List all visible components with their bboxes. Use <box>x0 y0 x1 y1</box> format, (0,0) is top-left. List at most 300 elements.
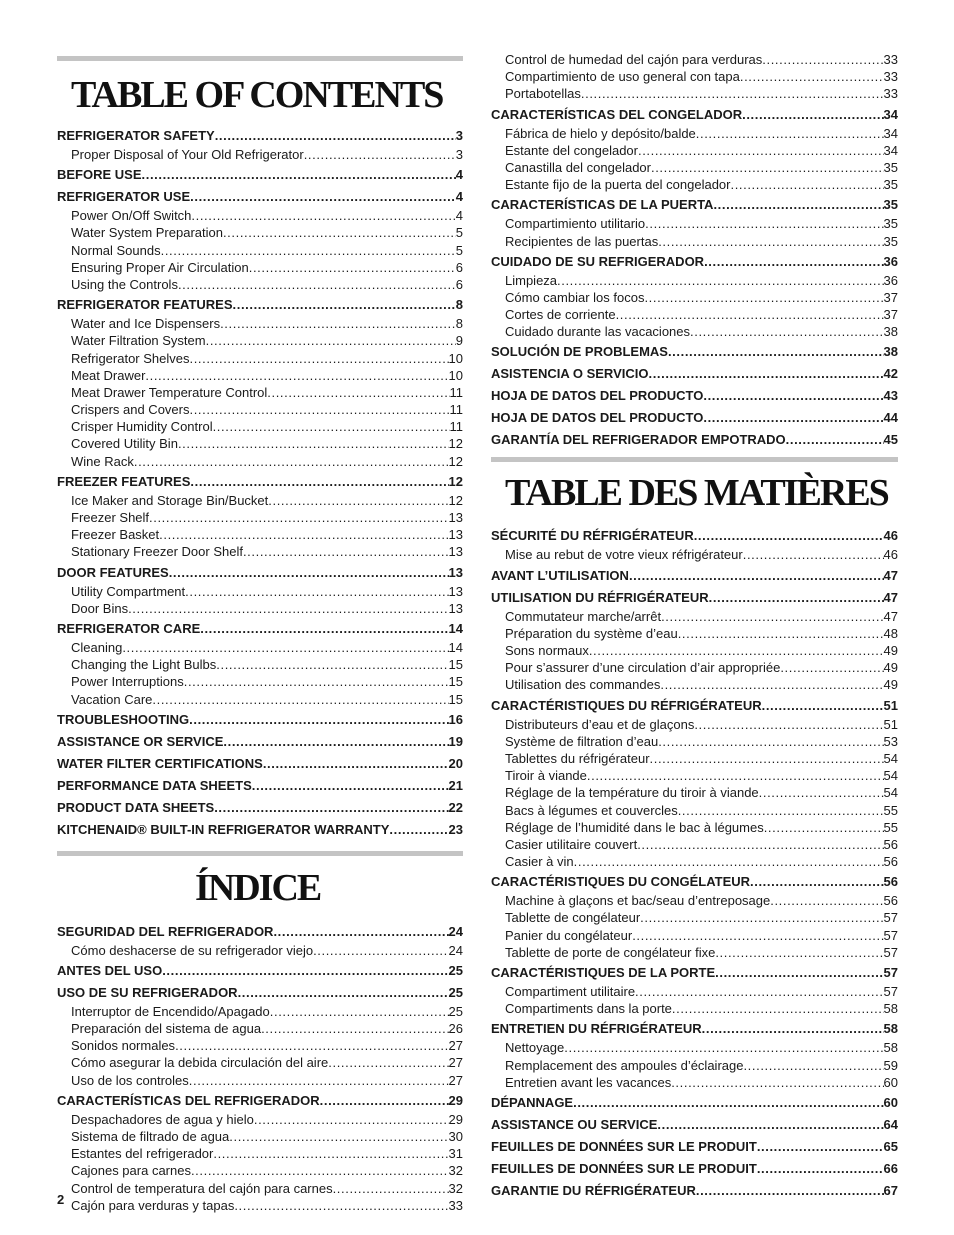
dot-leader <box>759 784 884 801</box>
toc-entry-sub[interactable] <box>491 676 898 693</box>
toc-entry-sub[interactable] <box>491 1057 898 1074</box>
dot-leader <box>709 588 884 608</box>
entry-page-number: 57 <box>883 944 898 960</box>
toc-entry-sub[interactable] <box>491 983 898 1000</box>
entry-title: DÉPANNAGE <box>491 1094 574 1110</box>
toc-entry-sub[interactable] <box>57 639 463 656</box>
dot-leader <box>145 367 448 384</box>
dot-leader <box>216 656 448 673</box>
entry-title: Meat Drawer <box>71 367 146 383</box>
entry-title: FREEZER FEATURES <box>57 473 191 489</box>
toc-entry-main[interactable] <box>57 1091 463 1111</box>
page-number: 2 <box>57 1192 65 1207</box>
entry-title: Proper Disposal of Your Old Refrigerator <box>71 147 304 162</box>
dot-leader <box>703 408 883 428</box>
dot-leader <box>200 619 448 639</box>
entry-title: Control de temperatura del cajón para carnes <box>71 1180 333 1196</box>
toc-entry-main[interactable] <box>491 566 898 586</box>
entry-page-number: 15 <box>448 691 463 707</box>
toc-entry-sub[interactable] <box>491 233 898 250</box>
entry-title: Tablette de porte de congélateur fixe <box>505 944 716 960</box>
dot-leader <box>713 195 883 215</box>
entry-page-number: 3 <box>455 128 463 143</box>
dot-leader <box>703 386 883 406</box>
toc-entry-sub[interactable] <box>491 659 898 676</box>
entry-title: ASSISTANCE OR SERVICE <box>57 733 224 749</box>
entry-title: AVANT L’UTILISATION <box>491 567 629 583</box>
entry-page-number: 58 <box>883 1040 898 1056</box>
toc-entry-sub[interactable] <box>491 215 898 232</box>
toc-entry-sub[interactable] <box>57 1180 463 1197</box>
entry-page-number: 44 <box>883 410 898 426</box>
toc-entry-sub[interactable] <box>491 733 898 750</box>
toc-entry-sub[interactable] <box>57 1003 463 1020</box>
toc-entry-sub[interactable] <box>57 207 463 224</box>
dot-leader <box>660 676 883 693</box>
dot-leader <box>273 922 448 942</box>
dot-leader <box>770 892 883 909</box>
toc-entry-sub[interactable] <box>491 853 898 870</box>
entry-page-number: 55 <box>883 819 898 835</box>
entry-page-number: 27 <box>448 1072 463 1088</box>
toc-entry-sub[interactable] <box>57 1145 463 1162</box>
entry-page-number: 33 <box>883 52 898 67</box>
toc-entry-main[interactable] <box>57 820 463 840</box>
entry-page-number: 65 <box>883 1138 898 1154</box>
toc-entry-sub[interactable] <box>57 673 463 690</box>
toc-entry-sub[interactable] <box>491 625 898 642</box>
dot-leader <box>142 165 456 185</box>
dot-leader <box>740 68 884 85</box>
toc-entry-main[interactable] <box>491 364 898 384</box>
entry-title: GARANTÍA DEL REFRIGERADOR EMPOTRADO <box>491 432 786 448</box>
dot-leader <box>743 1057 883 1074</box>
entry-page-number: 56 <box>883 836 898 852</box>
entry-page-number: 37 <box>883 307 898 323</box>
toc-entry-sub[interactable] <box>491 68 898 85</box>
entry-title: Cortes de corriente <box>505 307 616 323</box>
entry-title: Estante fijo de la puerta del congelador <box>505 177 731 193</box>
toc-entry-main[interactable] <box>491 588 898 608</box>
dot-leader <box>389 820 448 840</box>
dot-leader <box>696 1181 884 1201</box>
toc-entry-main[interactable] <box>57 710 463 730</box>
entry-page-number: 34 <box>883 106 898 122</box>
toc-entry-sub[interactable] <box>491 767 898 784</box>
section-rule <box>491 457 898 462</box>
entry-title: TROUBLESHOOTING <box>57 711 190 727</box>
toc-entry-sub[interactable] <box>491 142 898 159</box>
dot-leader <box>648 364 883 384</box>
entry-title: Cuidado durante las vacaciones <box>505 324 691 340</box>
toc-entry-main[interactable] <box>491 696 898 716</box>
indice-list <box>57 922 463 1214</box>
dot-leader <box>678 802 884 819</box>
dot-leader <box>661 608 883 625</box>
toc-entry-main[interactable] <box>491 408 898 428</box>
toc-entry-main[interactable] <box>491 430 898 450</box>
dot-leader <box>206 332 456 349</box>
entry-title: PERFORMANCE DATA SHEETS <box>57 777 252 793</box>
toc-entry-main[interactable] <box>57 798 463 818</box>
entry-page-number: 4 <box>455 167 463 183</box>
dot-leader <box>640 909 883 926</box>
entry-title: Water System Preparation <box>71 225 223 241</box>
dot-leader <box>234 1197 448 1214</box>
toc-entry-sub[interactable] <box>57 1162 463 1179</box>
toc-entry-main[interactable] <box>491 195 898 215</box>
entry-title: Casier à vin <box>505 854 574 870</box>
dot-leader <box>214 798 448 818</box>
entry-page-number: 57 <box>883 910 898 926</box>
toc-entry-sub[interactable] <box>57 315 463 332</box>
toc-entry-main[interactable] <box>57 165 463 185</box>
entry-page-number: 56 <box>883 874 898 890</box>
toc-entry-sub[interactable] <box>57 691 463 708</box>
toc-entry-sub[interactable] <box>57 146 463 163</box>
toc-entry-sub[interactable] <box>57 583 463 600</box>
entry-title: Tablette de congélateur <box>505 910 641 926</box>
entry-page-number: 42 <box>883 366 898 382</box>
entry-page-number: 4 <box>455 208 463 224</box>
toc-entry-main[interactable] <box>491 872 898 892</box>
entry-page-number: 11 <box>449 419 463 435</box>
entry-title: Despachadores de agua y hielo <box>71 1111 254 1127</box>
entry-title: Sistema de filtrado de agua <box>71 1129 230 1144</box>
toc-entry-main[interactable] <box>57 732 463 752</box>
entry-title: Limpieza <box>505 272 558 288</box>
toc-entry-main[interactable] <box>491 1019 898 1039</box>
entry-page-number: 11 <box>449 402 463 418</box>
entry-page-number: 14 <box>448 620 463 636</box>
toc-entry-main[interactable] <box>57 472 463 492</box>
toc-entry-sub[interactable] <box>57 435 463 452</box>
entry-page-number: 47 <box>883 608 898 624</box>
dot-leader <box>233 295 456 315</box>
dot-leader <box>715 944 883 961</box>
toc-entry-sub[interactable] <box>57 259 463 276</box>
dot-leader <box>632 927 883 944</box>
toc-entry-main[interactable] <box>491 1115 898 1135</box>
toc-entry-sub[interactable] <box>491 802 898 819</box>
entry-title: Control de humedad del cajón para verduras <box>505 52 763 67</box>
toc-entry-main[interactable] <box>491 252 898 272</box>
dot-leader <box>162 961 448 981</box>
entry-title: GARANTIE DU RÉFRIGÉRATEUR <box>491 1182 696 1198</box>
entry-title: Using the Controls <box>71 276 178 292</box>
toc-entry-sub[interactable] <box>57 350 463 367</box>
entry-title: Vacation Care <box>71 691 153 707</box>
toc-entry-sub[interactable] <box>57 1037 463 1054</box>
entry-page-number: 36 <box>883 272 898 288</box>
entry-page-number: 32 <box>448 1180 463 1196</box>
entry-page-number: 54 <box>883 768 898 784</box>
entry-page-number: 35 <box>883 216 898 232</box>
toc-entry-main[interactable] <box>491 1159 898 1179</box>
entry-page-number: 27 <box>448 1055 463 1071</box>
toc-entry-sub[interactable] <box>491 159 898 176</box>
entry-page-number: 43 <box>883 388 898 404</box>
dot-leader <box>159 526 448 543</box>
toc-entry-sub[interactable] <box>491 750 898 767</box>
tdm-title: TABLE DES MATIÈRES <box>505 472 888 515</box>
dot-leader <box>304 146 456 163</box>
entry-title: USO DE SU REFRIGERADOR <box>57 984 238 1000</box>
toc-title: TABLE OF CONTENTS <box>71 74 443 116</box>
entry-page-number: 10 <box>448 367 463 383</box>
entry-title: Utilisation des commandes <box>505 677 661 693</box>
entry-page-number: 56 <box>883 854 898 870</box>
toc-entry-main[interactable] <box>57 126 463 146</box>
dot-leader <box>243 543 449 560</box>
toc-entry-main[interactable] <box>57 563 463 583</box>
toc-entry-main[interactable] <box>491 1093 898 1113</box>
entry-page-number: 56 <box>883 893 898 909</box>
toc-entry-sub[interactable] <box>57 600 463 617</box>
toc-entry-sub[interactable] <box>491 892 898 909</box>
entry-page-number: 24 <box>448 942 463 958</box>
toc-entry-main[interactable] <box>57 754 463 774</box>
entry-page-number: 49 <box>883 643 898 658</box>
entry-page-number: 13 <box>448 527 463 543</box>
dot-leader <box>690 323 884 340</box>
dot-leader <box>668 342 884 362</box>
toc-entry-sub[interactable] <box>57 332 463 349</box>
toc-entry-main[interactable] <box>491 1137 898 1157</box>
entry-title: WATER FILTER CERTIFICATIONS <box>57 755 263 771</box>
entry-title: Freezer Shelf <box>71 510 150 525</box>
dot-leader <box>657 1115 883 1135</box>
dot-leader <box>671 1074 883 1091</box>
toc-entry-sub[interactable] <box>491 1074 898 1091</box>
dot-leader <box>267 384 449 401</box>
entry-title: Cómo asegurar la debida circulación del aire <box>71 1055 329 1071</box>
entry-page-number: 12 <box>448 492 463 508</box>
toc-entry-sub[interactable] <box>491 546 898 563</box>
entry-title: Compartimiento de uso general con tapa <box>505 69 740 85</box>
entry-page-number: 20 <box>448 755 463 771</box>
toc-entry-sub[interactable] <box>491 819 898 836</box>
toc-entry-sub[interactable] <box>57 1020 463 1037</box>
entry-title: SEGURIDAD DEL REFRIGERADOR <box>57 923 274 939</box>
entry-page-number: 4 <box>455 189 463 205</box>
toc-entry-sub[interactable] <box>491 909 898 926</box>
entry-title: SOLUCIÓN DE PROBLEMAS <box>491 344 668 360</box>
dot-leader <box>638 142 884 159</box>
entry-title: Remplacement des ampoules d’éclairage <box>505 1057 744 1073</box>
entry-title: Mise au rebut de votre vieux réfrigérateur <box>505 547 743 563</box>
toc-entry-sub[interactable] <box>57 276 463 293</box>
toc-entry-sub[interactable] <box>57 367 463 384</box>
entry-page-number: 29 <box>448 1092 463 1108</box>
entry-title: KITCHENAID® BUILT-IN REFRIGERATOR WARRANTY <box>57 821 390 837</box>
toc-entry-sub[interactable] <box>491 642 898 659</box>
toc-entry-sub[interactable] <box>57 242 463 259</box>
toc-entry-sub[interactable] <box>491 927 898 944</box>
section-rule <box>57 56 463 61</box>
entry-page-number: 29 <box>448 1111 463 1127</box>
toc-entry-main[interactable] <box>491 526 898 546</box>
entry-page-number: 8 <box>455 297 463 313</box>
toc-entry-main[interactable] <box>57 619 463 639</box>
dot-leader <box>564 1039 883 1056</box>
toc-entry-sub[interactable] <box>491 176 898 193</box>
entry-title: Nettoyage <box>505 1040 565 1056</box>
toc-entry-sub[interactable] <box>57 526 463 543</box>
toc-entry-sub[interactable] <box>491 125 898 142</box>
dot-leader <box>190 187 456 207</box>
toc-entry-sub[interactable] <box>57 384 463 401</box>
toc-entry-sub[interactable] <box>57 492 463 509</box>
entry-title: CARACTERÍSTICAS DEL CONGELADOR <box>491 106 743 122</box>
toc-entry-sub[interactable] <box>57 509 463 526</box>
dot-leader <box>762 696 884 716</box>
toc-entry-sub[interactable] <box>57 224 463 241</box>
toc-entry-sub[interactable] <box>491 272 898 289</box>
toc-entry-sub[interactable] <box>491 716 898 733</box>
toc-entry-sub[interactable] <box>57 656 463 673</box>
entry-page-number: 13 <box>448 544 463 560</box>
entry-page-number: 15 <box>448 657 463 673</box>
toc-entry-sub[interactable] <box>57 1128 463 1145</box>
toc-entry-sub[interactable] <box>491 608 898 625</box>
toc-entry-sub[interactable] <box>57 1111 463 1128</box>
entry-title: Stationary Freezer Door Shelf <box>71 544 243 560</box>
toc-entry-main[interactable] <box>491 963 898 983</box>
entry-page-number: 48 <box>883 625 898 641</box>
dot-leader <box>220 315 456 332</box>
toc-entry-main[interactable] <box>491 386 898 406</box>
toc-entry-sub[interactable] <box>57 1054 463 1071</box>
dot-leader <box>651 159 884 176</box>
toc-entry-sub[interactable] <box>491 1039 898 1056</box>
dot-leader <box>587 767 884 784</box>
entry-title: DOOR FEATURES <box>57 564 169 580</box>
tdm-list <box>491 526 898 1201</box>
entry-page-number: 21 <box>448 777 463 793</box>
entry-page-number: 12 <box>448 453 463 469</box>
toc-entry-sub[interactable] <box>491 323 898 340</box>
toc-entry-main[interactable] <box>57 295 463 315</box>
toc-entry-sub[interactable] <box>491 306 898 323</box>
toc-entry-sub[interactable] <box>57 401 463 418</box>
dot-leader <box>694 526 884 546</box>
toc-entry-sub[interactable] <box>491 289 898 306</box>
entry-page-number: 12 <box>448 436 463 452</box>
entry-page-number: 35 <box>883 177 898 193</box>
entry-page-number: 25 <box>448 1003 463 1019</box>
toc-entry-sub[interactable] <box>491 1000 898 1017</box>
dot-leader <box>581 85 884 102</box>
section-rule <box>57 851 463 856</box>
toc-entry-main[interactable] <box>491 105 898 125</box>
left-column <box>57 0 463 1214</box>
toc-entry-main[interactable] <box>57 187 463 207</box>
entry-title: Uso de los controles <box>71 1072 189 1088</box>
entry-title: HOJA DE DATOS DEL PRODUCTO <box>491 410 704 426</box>
dot-leader <box>750 872 883 892</box>
entry-title: REFRIGERATOR SAFETY <box>57 128 215 143</box>
entry-page-number: 9 <box>455 333 463 349</box>
dot-leader <box>223 224 456 241</box>
entry-title: Panier du congélateur <box>505 927 633 943</box>
toc-entry-sub[interactable] <box>491 85 898 102</box>
entry-title: Fábrica de hielo y depósito/balde <box>505 125 696 141</box>
dot-leader <box>191 1162 449 1179</box>
dot-leader <box>616 306 884 323</box>
dot-leader <box>190 401 450 418</box>
entry-title: Portabotellas <box>505 86 581 102</box>
entry-title: Power On/Off Switch <box>71 208 192 224</box>
toc-entry-sub[interactable] <box>57 543 463 560</box>
entry-title: Ice Maker and Storage Bin/Bucket <box>71 492 269 508</box>
entry-page-number: 12 <box>448 473 463 489</box>
toc-entry-main[interactable] <box>57 776 463 796</box>
dot-leader <box>780 659 883 676</box>
entry-page-number: 64 <box>883 1116 898 1132</box>
entry-title: CARACTÉRISTIQUES DU CONGÉLATEUR <box>491 874 751 890</box>
toc-entry-sub[interactable] <box>57 418 463 435</box>
dot-leader <box>573 1093 883 1113</box>
entry-page-number: 60 <box>883 1094 898 1110</box>
entry-page-number: 30 <box>448 1129 463 1144</box>
entry-page-number: 3 <box>455 147 463 162</box>
entry-title: CARACTÉRISTIQUES DE LA PORTE <box>491 965 716 980</box>
dot-leader <box>313 942 448 959</box>
entry-page-number: 11 <box>449 384 463 400</box>
entry-title: Water and Ice Dispensers <box>71 316 221 332</box>
dot-leader <box>757 1159 884 1179</box>
toc-entry-sub[interactable] <box>57 1197 463 1214</box>
toc-entry-main[interactable] <box>491 1181 898 1201</box>
dot-leader <box>189 1072 449 1089</box>
entry-title: Cajón para verduras y tapas <box>71 1197 235 1213</box>
entry-page-number: 67 <box>883 1182 898 1198</box>
entry-page-number: 23 <box>448 821 463 837</box>
toc-entry-sub[interactable] <box>491 836 898 853</box>
toc-entry-sub[interactable] <box>57 1072 463 1089</box>
entry-title: Canastilla del congelador <box>505 159 651 175</box>
toc-entry-main[interactable] <box>491 342 898 362</box>
entry-title: Estantes del refrigerador <box>71 1146 214 1162</box>
dot-leader <box>149 509 448 526</box>
entry-page-number: 6 <box>455 259 463 275</box>
entry-page-number: 51 <box>883 716 898 732</box>
toc-entry-main[interactable] <box>57 922 463 942</box>
entry-title: Freezer Basket <box>71 527 160 543</box>
dot-leader <box>764 819 884 836</box>
toc-entry-sub[interactable] <box>491 51 898 68</box>
entry-page-number: 60 <box>883 1074 898 1090</box>
toc-entry-sub[interactable] <box>57 942 463 959</box>
entry-title: Tiroir à viande <box>505 768 587 784</box>
toc-entry-main[interactable] <box>57 961 463 981</box>
toc-entry-sub[interactable] <box>491 784 898 801</box>
toc-entry-main[interactable] <box>57 983 463 1003</box>
entry-title: REFRIGERATOR FEATURES <box>57 297 233 313</box>
entry-page-number: 34 <box>883 142 898 158</box>
toc-entry-sub[interactable] <box>491 944 898 961</box>
entry-title: CARACTERÍSTICAS DE LA PUERTA <box>491 197 714 213</box>
entry-page-number: 58 <box>883 1001 898 1017</box>
entry-title: Réglage de la température du tiroir à viande <box>505 785 759 801</box>
dot-leader <box>694 716 883 733</box>
toc-entry-sub[interactable] <box>57 453 463 470</box>
dot-leader <box>672 1000 884 1017</box>
dot-leader <box>185 583 448 600</box>
dot-leader <box>333 1180 449 1197</box>
entry-page-number: 37 <box>883 289 898 305</box>
